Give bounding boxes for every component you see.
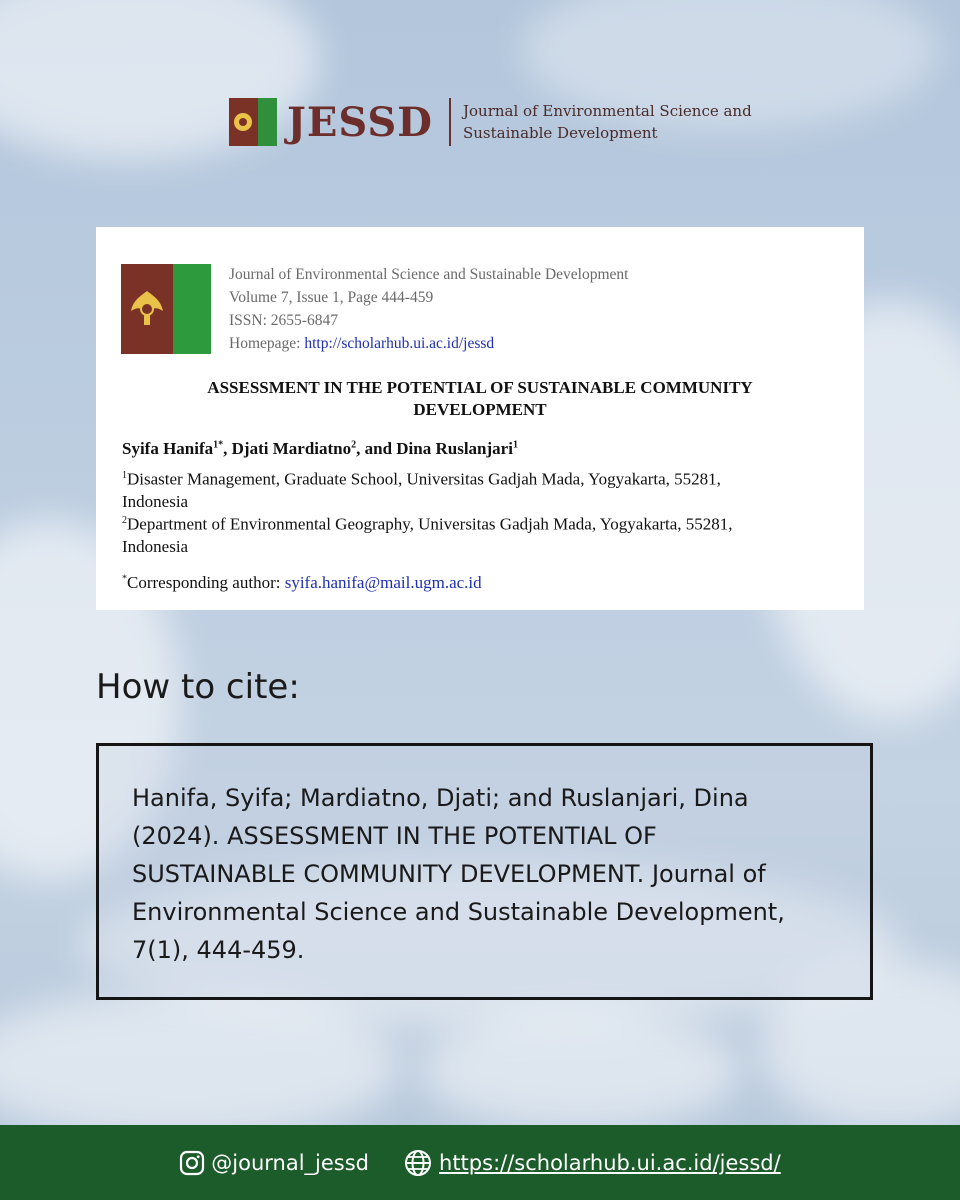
paper-title: [156, 377, 804, 421]
affiliation-text: Indonesia: [122, 491, 189, 511]
corresponding-email-link[interactable]: syifa.hanifa@mail.ugm.ac.id: [284, 573, 482, 592]
how-to-cite-heading: How to cite:: [96, 667, 300, 707]
affiliation-text: Disaster Management, Graduate School, Universitas Gadjah Mada, Yogyakarta, 55281,: [127, 469, 721, 489]
affiliation-text: Department of Environmental Geography, Universitas Gadjah Mada, Yogyakarta, 55281,: [127, 514, 733, 534]
author-superscript: 1*: [213, 439, 224, 451]
citation-line: Hanifa, Syifa; Mardiatno, Djati; and Ruslanjari, Dina: [132, 784, 749, 812]
instagram-handle-item[interactable]: [179, 1150, 369, 1176]
corresponding-label: Corresponding author:: [127, 573, 285, 592]
citation-line: (2024). ASSESSMENT IN THE POTENTIAL OF: [132, 822, 657, 850]
affiliation-text: Indonesia: [122, 536, 189, 556]
website-link[interactable]: https://scholarhub.ui.ac.id/jessd/: [439, 1150, 781, 1175]
citation-box: [96, 743, 873, 1000]
brand-divider: [449, 98, 451, 146]
affiliation-1: [122, 465, 836, 513]
journal-logo: [229, 98, 277, 146]
paper-title-line1: ASSESSMENT IN THE POTENTIAL OF SUSTAINABLE COMMUNITY: [207, 378, 753, 397]
citation-line: Environmental Science and Sustainable Development,: [132, 898, 785, 926]
affiliation-superscript: 1: [122, 470, 127, 481]
issn: ISSN: 2655-6847: [229, 312, 338, 329]
journal-brand: [229, 97, 752, 147]
instagram-icon: [179, 1150, 205, 1176]
paper-journal-logo: [121, 264, 211, 354]
homepage-link[interactable]: http://scholarhub.ui.ac.id/jessd: [304, 335, 495, 352]
corresponding-author: [122, 573, 482, 593]
paper-title-line2: DEVELOPMENT: [413, 400, 547, 419]
volume-issue: Volume 7, Issue 1, Page 444-459: [229, 289, 434, 306]
paper-header-card: [96, 227, 864, 610]
footer-bar: [0, 1125, 960, 1200]
affiliation-2: [122, 510, 836, 558]
citation-line: 7(1), 444-459.: [132, 936, 305, 964]
brand-subtitle-line2: Sustainable Development: [463, 124, 658, 142]
corresponding-superscript: *: [122, 573, 127, 585]
author-name: , and Dina Ruslanjari: [356, 439, 513, 458]
author-superscript: 1: [512, 439, 518, 451]
brand-subtitle: [463, 100, 752, 144]
homepage-label: Homepage:: [229, 335, 301, 352]
affiliation-superscript: 2: [122, 515, 127, 526]
globe-icon: [403, 1148, 433, 1178]
brand-subtitle-line1: Journal of Environmental Science and: [463, 102, 752, 120]
paper-metadata: [229, 263, 628, 355]
author-superscript: 2: [351, 439, 357, 451]
homepage-line: [229, 332, 628, 355]
author-list: [122, 439, 518, 459]
author-name: , Djati Mardiatno: [223, 439, 352, 458]
citation-line: SUSTAINABLE COMMUNITY DEVELOPMENT. Journal of: [132, 860, 766, 888]
journal-name: Journal of Environmental Science and Sustainable Development: [229, 266, 629, 283]
brand-name: JESSD: [287, 98, 433, 146]
author-name: Syifa Hanifa: [122, 439, 214, 458]
garuda-emblem-icon: [125, 287, 169, 331]
instagram-handle[interactable]: @journal_jessd: [211, 1150, 370, 1175]
website-item[interactable]: [403, 1148, 781, 1178]
garuda-emblem-icon: [232, 111, 254, 133]
